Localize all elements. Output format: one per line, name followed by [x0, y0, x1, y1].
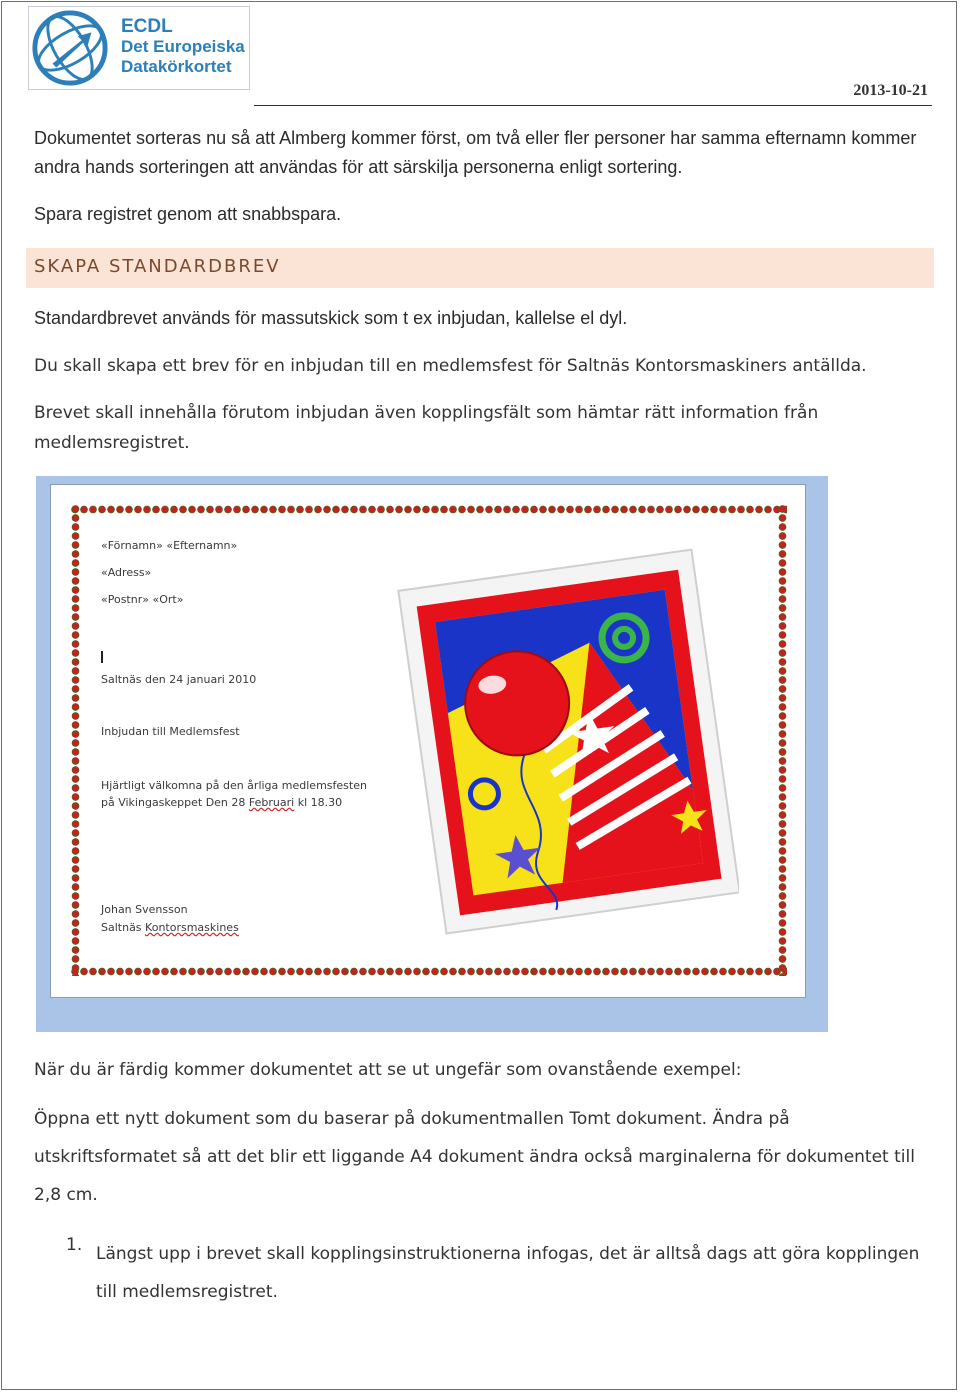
- merge-field-postcode: «Postnr» «Ort»: [101, 593, 184, 606]
- letter-page: [50, 484, 806, 998]
- merge-field-name: «Förnamn» «Efternamn»: [101, 539, 238, 552]
- logo-line-3: Datakörkortet: [121, 57, 232, 76]
- paragraph-merge-fields: Brevet skall innehålla förutom inbjudan även kopplingsfält som hämtar rätt information från medlemsregistret.: [34, 403, 819, 453]
- invite-month: Februari: [248, 796, 295, 809]
- paragraph-save: Spara registret genom att snabbspara.: [34, 204, 342, 224]
- list-item-number: 1.: [66, 1235, 83, 1255]
- letter-subject: Inbjudan till Medlemsfest: [101, 725, 240, 738]
- paragraph-task: Du skall skapa ett brev för en inbjudan till en medlemsfest för Saltnäs Kontorsmaskiners antällda.: [34, 356, 867, 376]
- decorative-border-right: [778, 505, 787, 976]
- header-rule: [254, 105, 932, 106]
- section-title: SKAPA STANDARDBREV: [34, 256, 281, 277]
- decorative-border-left: [71, 505, 80, 976]
- merge-field-address: «Adress»: [101, 566, 152, 579]
- decorative-border-top: [71, 505, 787, 514]
- company-word: Kontorsmaskines: [145, 921, 239, 934]
- text-cursor: [101, 651, 103, 663]
- letter-screenshot: [36, 476, 828, 1032]
- paragraph-sorting: Dokumentet sorteras nu så att Almberg kommer först, om två eller fler personer har samma efternamn kommer andra hands sorteringen att användas för att särskilja personerna enligt sortering.: [34, 128, 917, 177]
- invite-suffix: kl 18.30: [294, 796, 343, 809]
- header-date: 2013-10-21: [853, 82, 928, 99]
- letter-invite-line-1: Hjärtligt välkomna på den årliga medlemsfesten: [101, 779, 367, 792]
- invite-prefix: på Vikingaskeppet Den 28: [101, 796, 249, 809]
- logo-line-2: Det Europeiska: [121, 37, 245, 56]
- company-prefix: Saltnäs: [101, 921, 146, 934]
- decorative-border-bottom: [71, 967, 787, 976]
- paragraph-finished: När du är färdig kommer dokumentet att se ut ungefär som ovanstående exempel:: [34, 1060, 742, 1080]
- letter-date: Saltnäs den 24 januari 2010: [101, 673, 257, 686]
- paragraph-open-document: Öppna ett nytt dokument som du baserar på dokumentmallen Tomt dokument. Ändra på utskriftsformatet så att det blir ett liggande A4 dokument ändra också marginalerna för dokumentet till 2,8 cm.: [34, 1109, 915, 1205]
- signature-name: Johan Svensson: [101, 903, 188, 916]
- party-balloon-image: [393, 547, 739, 937]
- ecdl-logo: [28, 6, 250, 90]
- list-item-text: Längst upp i brevet skall kopplingsinstruktionerna infogas, det är alltså dags att göra kopplingen till medlemsregistret.: [96, 1244, 920, 1302]
- paragraph-standard-letter: Standardbrevet används för massutskick som t ex inbjudan, kallelse el dyl.: [34, 308, 628, 328]
- signature-company: [101, 921, 239, 934]
- section-heading: [26, 248, 934, 288]
- logo-line-1: ECDL: [121, 16, 173, 37]
- globe-arrow-icon: [31, 9, 109, 87]
- letter-invite-line-2: [101, 796, 342, 809]
